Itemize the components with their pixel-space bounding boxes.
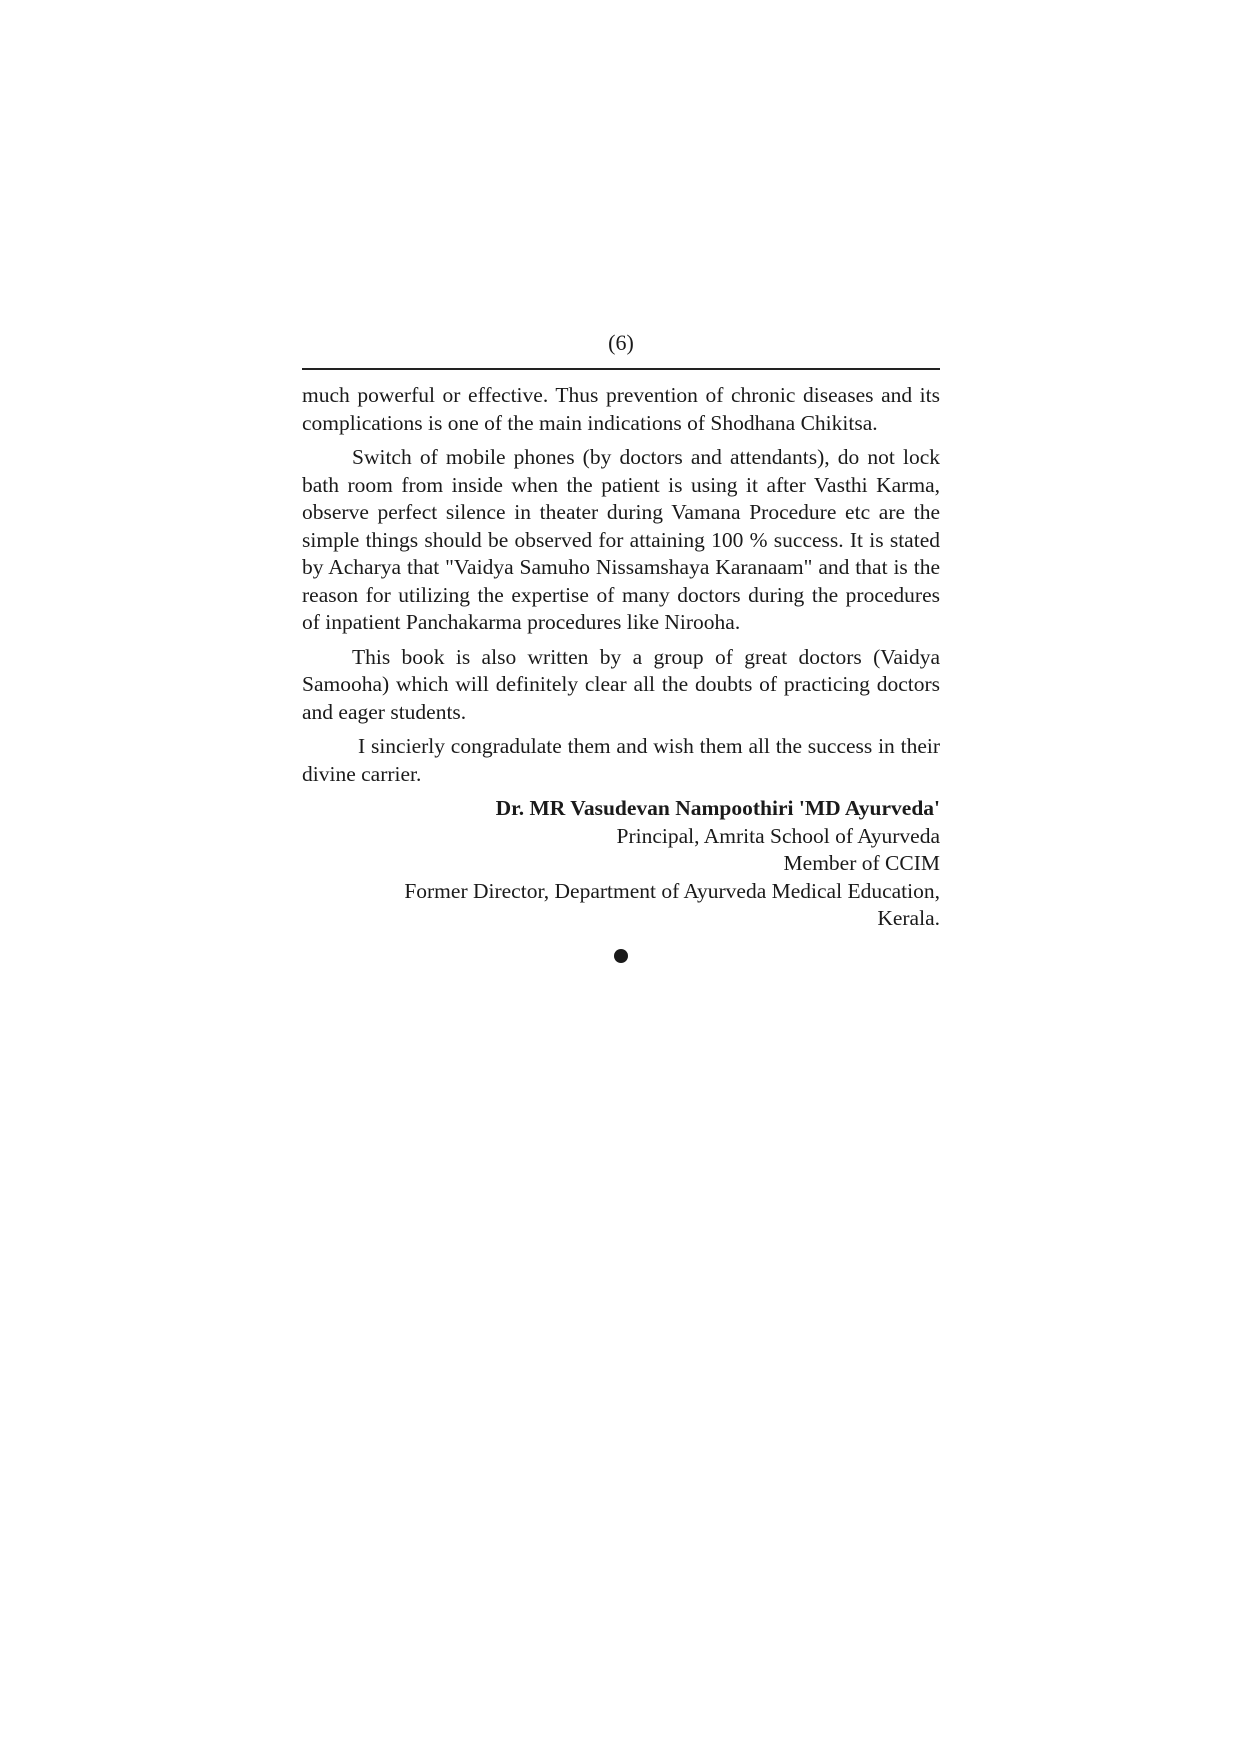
paragraph-4: I sincierly congradulate them and wish them all the success in their divine carrier.	[302, 734, 940, 786]
signature-name: Dr. MR Vasudevan Nampoothiri 'MD Ayurveda'	[495, 796, 940, 820]
page-number: (6)	[608, 330, 634, 355]
signature-line-4: Kerala.	[877, 906, 940, 930]
header-rule	[302, 368, 940, 370]
paragraph-3: This book is also written by a group of great doctors (Vaidya Samooha) which will definitely clear all the doubts of practicing doctors and eager students.	[302, 644, 940, 724]
signature-line-2: Member of CCIM	[783, 851, 940, 875]
signature-line-1: Principal, Amrita School of Ayurveda	[616, 823, 940, 848]
paragraph-2: Switch of mobile phones (by doctors and attendants), do not lock bath room from inside when the patient is using it after Vasthi Karma, observe perfect silence in theater during Vamana Procedure etc are the simple things should be observed for attaining 100 % success. It is stated by Acharya that "Vaidya Samuho Nissamshaya Karanaam" and that is the reason for utilizing the expertise of many doctors during the procedures of inpatient Panchakarma procedures like Nirooha.	[302, 445, 940, 634]
signature-block	[302, 795, 940, 933]
bullet-icon	[614, 949, 628, 963]
signature-line-3: Former Director, Department of Ayurveda Medical Education,	[404, 878, 940, 903]
paragraph-1: much powerful or effective. Thus prevention of chronic diseases and its complications is one of the main indications of Shodhana Chikitsa.	[302, 383, 940, 435]
document-page	[302, 328, 940, 963]
